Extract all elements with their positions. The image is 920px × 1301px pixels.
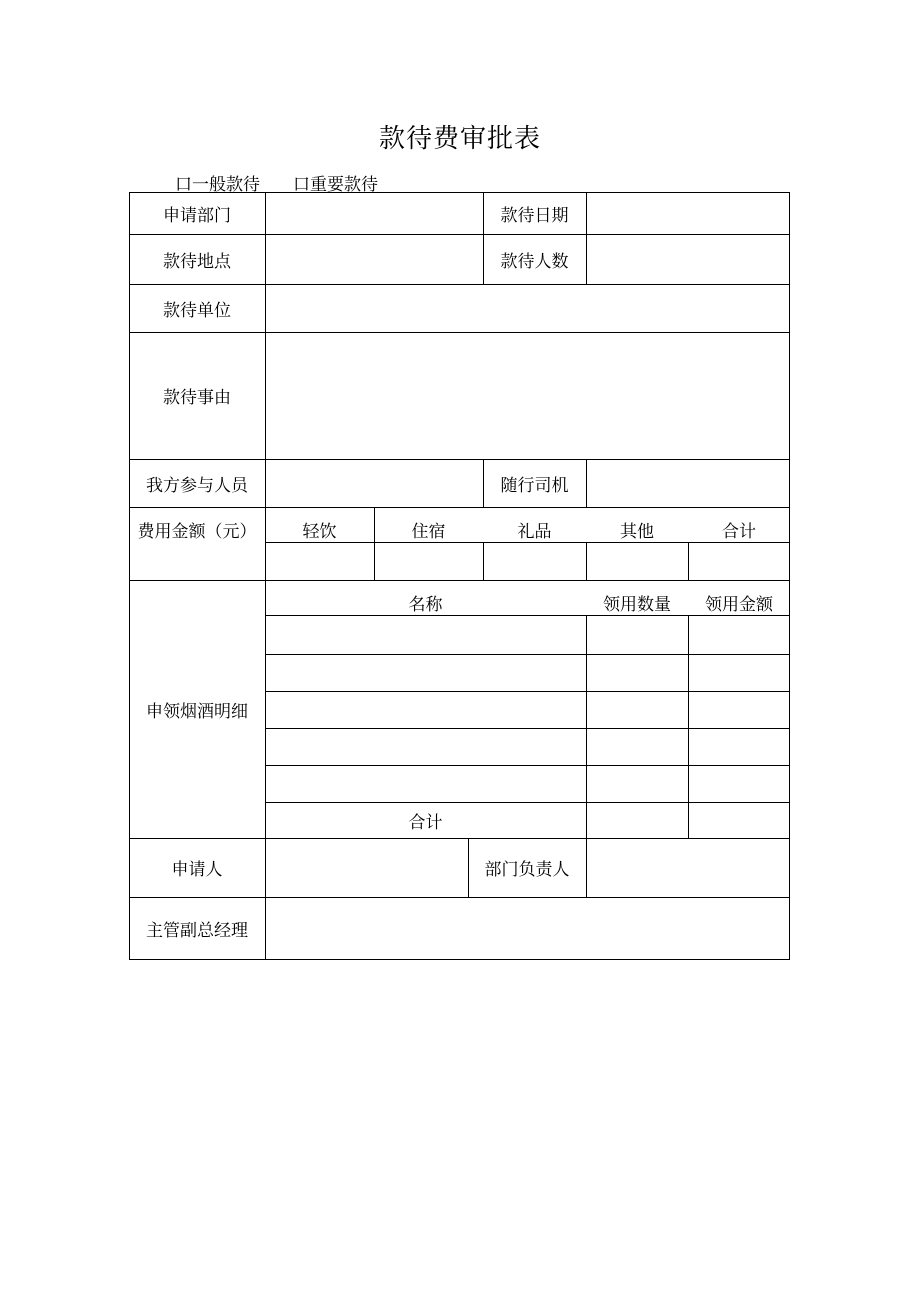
header-name: 名称 <box>408 595 443 615</box>
field-count[interactable] <box>586 234 790 284</box>
field-unit[interactable] <box>265 284 790 332</box>
col-divider <box>688 615 689 838</box>
header-qty: 领用数量 <box>603 595 671 615</box>
field-driver[interactable] <box>586 459 790 507</box>
field-total[interactable] <box>688 542 790 580</box>
field-dept-head[interactable] <box>586 838 790 897</box>
row-divider <box>265 728 790 729</box>
label-amount: 费用金额（元） <box>137 522 257 542</box>
col-divider <box>586 615 587 838</box>
field-reason[interactable] <box>265 332 790 459</box>
field-other[interactable] <box>586 542 688 580</box>
option-important-label: 重要款待 <box>310 175 378 195</box>
label-subtotal: 合计 <box>408 812 443 833</box>
header-total: 合计 <box>722 522 756 542</box>
checkbox-icon[interactable]: 口 <box>293 175 310 195</box>
field-our-staff[interactable] <box>265 459 483 507</box>
label-dept: 申请部门 <box>163 205 231 226</box>
row-divider <box>265 765 790 766</box>
header-drinks: 轻饮 <box>302 522 337 542</box>
checkbox-icon[interactable]: 口 <box>175 175 192 195</box>
label-place: 款待地点 <box>163 251 231 272</box>
label-count: 款待人数 <box>500 251 569 272</box>
page-title: 款待费审批表 <box>378 124 541 154</box>
label-tobacco: 申领烟酒明细 <box>146 701 248 722</box>
label-driver: 随行司机 <box>500 475 569 496</box>
label-unit: 款待单位 <box>163 300 231 321</box>
option-general-label: 一般款待 <box>192 175 260 195</box>
field-drinks[interactable] <box>265 542 374 580</box>
header-other: 其他 <box>620 522 654 542</box>
header-lodging: 住宿 <box>411 522 446 542</box>
row-divider <box>265 654 790 655</box>
header-sum: 领用金额 <box>705 595 773 615</box>
field-dept[interactable] <box>265 192 483 234</box>
field-applicant[interactable] <box>265 838 468 897</box>
field-place[interactable] <box>265 234 483 284</box>
label-our-staff: 我方参与人员 <box>146 475 248 496</box>
label-vp: 主管副总经理 <box>146 921 248 941</box>
field-date[interactable] <box>586 192 790 234</box>
label-applicant: 申请人 <box>171 860 223 880</box>
field-lodging[interactable] <box>374 542 483 580</box>
field-vp[interactable] <box>265 897 790 960</box>
label-dept-head: 部门负责人 <box>484 860 570 880</box>
label-reason: 款待事由 <box>163 388 231 408</box>
header-gifts: 礼品 <box>517 522 552 542</box>
field-gifts[interactable] <box>483 542 586 580</box>
row-divider <box>265 691 790 692</box>
label-date: 款待日期 <box>500 205 569 226</box>
